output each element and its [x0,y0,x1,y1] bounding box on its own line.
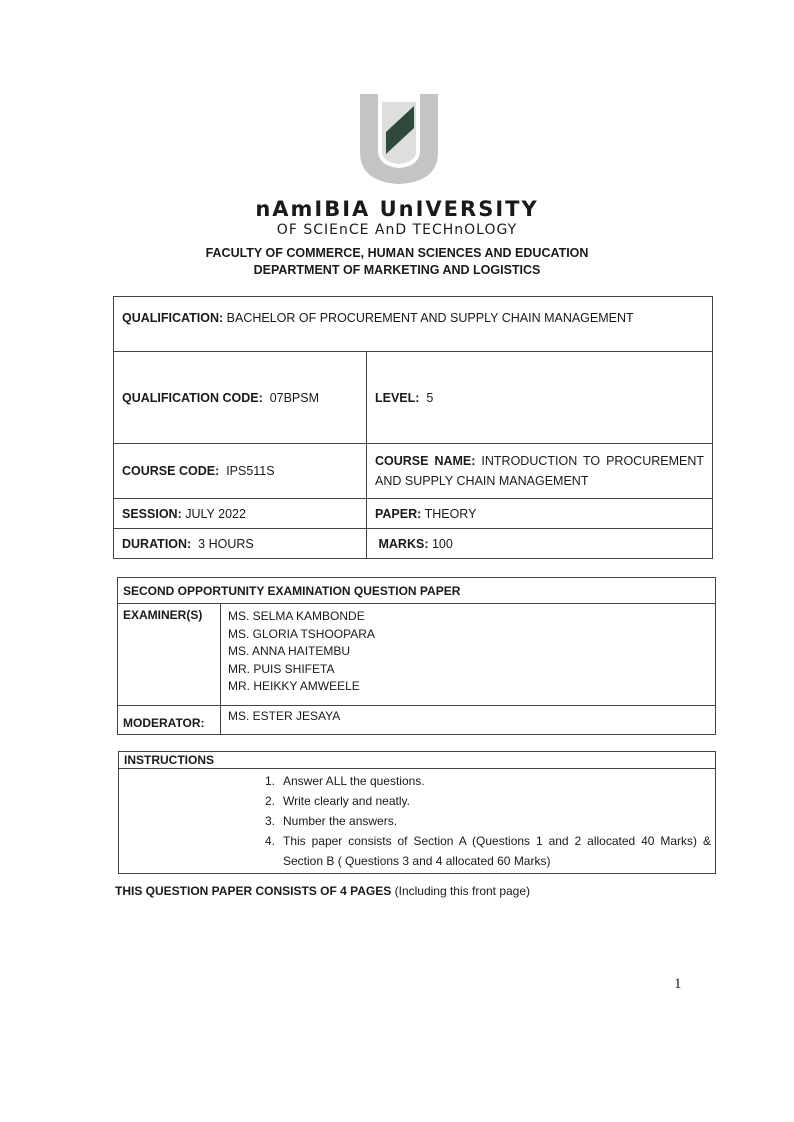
course-name-cell: COURSE NAME: INTRODUCTION TO PROCUREMENT AND SUPPLY CHAIN MANAGEMENT [367,444,713,499]
examiners-title: SECOND OPPORTUNITY EXAMINATION QUESTION PAPER [123,583,461,598]
examiner-name: MS. SELMA KAMBONDE [228,609,365,623]
marks-cell: MARKS: 100 [367,529,713,559]
examiner-label: EXAMINER(S) [123,608,203,622]
course-details-table [113,296,713,559]
instruction-item: 1. Answer ALL the questions. [264,774,425,788]
instructions-list [249,771,711,871]
duration-cell: DURATION: 3 HOURS [114,529,367,559]
qualification-cell: QUALIFICATION: BACHELOR OF PROCUREMENT AND SUPPLY CHAIN MANAGEMENT [114,297,713,352]
page-number: 1 [674,976,682,992]
university-name: nAmIBIA UnIVERSITY [255,197,539,221]
instruction-item: 4. This paper consists of Section A (Questions 1 and 2 allocated 40 Marks) & Section B ( Questions 3 and 4 allocated 60 Marks) [264,834,711,868]
moderator-label: MODERATOR: [123,716,205,730]
paper-cell: PAPER: THEORY [367,499,713,529]
university-logo [356,88,442,186]
faculty: FACULTY OF COMMERCE, HUMAN SCIENCES AND EDUCATION [205,246,589,260]
examiner-name: MR. PUIS SHIFETA [228,661,335,676]
instructions-title: INSTRUCTIONS [124,753,214,767]
examiners-table [117,577,716,735]
instructions-table [118,751,716,874]
course-code-cell: COURSE CODE: IPS511S [114,444,367,499]
page-count-note: THIS QUESTION PAPER CONSISTS OF 4 PAGES (Including this front page) [115,884,531,898]
examiner-name: MR. HEIKKY AMWEELE [228,679,360,693]
moderator-name: MS. ESTER JESAYA [221,706,716,735]
university-subtitle: OF SCIEnCE AnD TECHnOLOGY [276,222,518,238]
department: DEPARTMENT OF MARKETING AND LOGISTICS [253,263,541,277]
instruction-item: 2. Write clearly and neatly. [264,794,410,808]
examiner-name: MS. GLORIA TSHOOPARA [228,626,375,641]
session-cell: SESSION: JULY 2022 [114,499,367,529]
examiner-name: MS. ANNA HAITEMBU [228,644,351,658]
level-cell: LEVEL: 5 [367,352,713,444]
instruction-item: 3. Number the answers. [264,814,398,828]
qualification-code-cell: QUALIFICATION CODE: 07BPSM [114,352,367,444]
